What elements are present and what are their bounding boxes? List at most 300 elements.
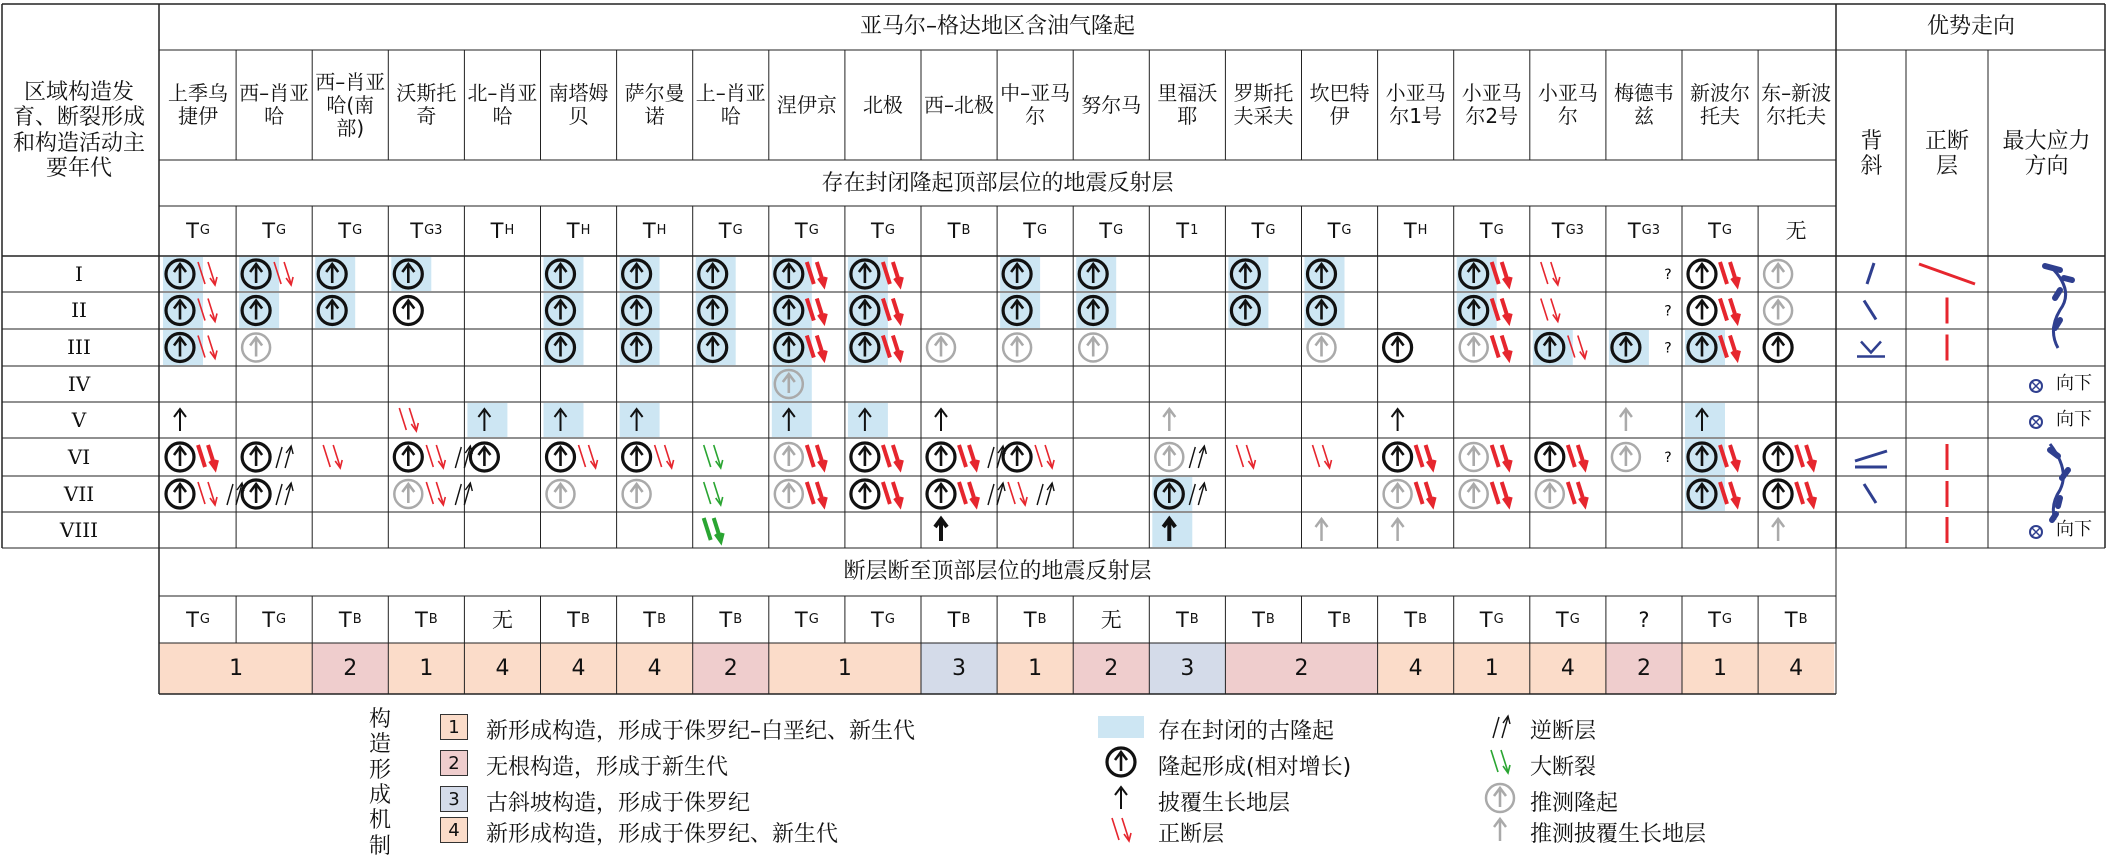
inferred-drape-symbol [1316, 519, 1328, 541]
normal-fault-symbol [807, 482, 826, 505]
seal-reflector [617, 208, 693, 254]
normal-fault-symbol [1236, 445, 1255, 468]
reflector-subscript: G [276, 611, 287, 627]
inferred-drape-symbol [1620, 409, 1632, 431]
reflector-subscript: H [504, 222, 515, 238]
fault-top-reflector [160, 598, 236, 642]
uplift-name: 罗斯托夫采夫 [1233, 81, 1294, 128]
fault-top-reflector [921, 598, 997, 642]
main-title: 亚马尔–格达地区含油气隆起 [859, 14, 1135, 40]
inferred-drape-symbol [1392, 519, 1404, 541]
big-fracture-symbol [704, 445, 723, 468]
seal-reflector [464, 208, 540, 254]
reflector-subscript: B [1037, 611, 1047, 627]
paleo-uplift-shade [391, 257, 431, 291]
mechanism-value: 2 [723, 655, 738, 681]
normal-fault-symbol [1313, 445, 1332, 468]
reflector-subscript: G [732, 222, 743, 238]
reflector-letter: T [410, 218, 424, 243]
reflector-letter: T [490, 218, 504, 243]
mechanism-value: 4 [571, 655, 586, 681]
inferred-uplift-symbol [1764, 297, 1792, 325]
reflector-letter: 无 [1785, 218, 1807, 243]
left-title: 区域构造发育、断裂形成和构造活动主要年代 [12, 79, 145, 181]
fault-top-reflector [617, 598, 693, 642]
period-label: VII [63, 481, 95, 506]
uplift-growth-symbol [1688, 260, 1716, 288]
mechanism-value: 1 [1484, 655, 1499, 681]
uplift-name: 小亚马尔2号 [1461, 81, 1522, 128]
stress-arrowhead [2058, 498, 2060, 506]
reflector-letter: T [1627, 218, 1641, 243]
fault-top-reflector [1454, 598, 1530, 642]
reflector-letter: T [719, 607, 733, 632]
seal-reflector [160, 208, 236, 254]
reflector-letter: T [1551, 218, 1565, 243]
reflector-subscript: B [1798, 611, 1808, 627]
reverse-fault-symbol [988, 483, 1005, 505]
normal-fault-strike [1919, 264, 1975, 284]
stress-down-label: 向下 [2056, 372, 2092, 394]
paleo-uplift-shade [239, 257, 279, 291]
legend-inferred-drape-text: 推测披覆生长地层 [1530, 822, 1707, 847]
reflector-letter: T [1708, 218, 1721, 243]
stress-down-label: 向下 [2056, 408, 2092, 430]
reflector-subscript: B [428, 611, 438, 627]
reflector-letter: T [718, 218, 732, 243]
period-label: V [71, 407, 87, 432]
paleo-uplift-shade [772, 403, 812, 437]
normal-fault-symbol [1541, 262, 1560, 285]
seal-reflector [1378, 208, 1454, 254]
uplift-name: 小亚马尔1号 [1385, 81, 1446, 128]
reflector-subscript: B [961, 611, 971, 627]
uplift-growth-symbol [927, 443, 955, 471]
seal-reflector [1682, 208, 1758, 254]
reflector-letter: T [1252, 607, 1265, 632]
normal-fault-symbol [883, 482, 902, 505]
period-label: IV [67, 371, 91, 396]
seal-reflector [845, 208, 921, 254]
uplift-name: 西–肖亚哈(南部) [315, 69, 386, 140]
legend-big-fracture-text: 大断裂 [1530, 755, 1597, 780]
normal-fault-symbol [883, 445, 902, 468]
seal-reflector [1225, 208, 1301, 254]
seal-reflector [541, 208, 617, 254]
uplift-name: 中–亚马尔 [1000, 81, 1071, 128]
reflector-subscript: G [1721, 222, 1732, 238]
paleo-uplift-shade [772, 367, 812, 401]
fault-top-reflector [1302, 598, 1378, 642]
reflector-letter: T [870, 607, 884, 632]
uplift-growth-symbol [394, 297, 422, 325]
normal-fault-symbol [426, 445, 445, 468]
fault-top-reflector [997, 598, 1073, 642]
normal-fault-symbol [1492, 445, 1511, 468]
uplift-name: 里福沃耶 [1157, 81, 1218, 128]
normal-fault-symbol [959, 482, 978, 505]
legend-normal-fault-text: 正断层 [1158, 822, 1225, 847]
uplift-name: 上季乌捷伊 [168, 81, 229, 128]
mechanism-value: 1 [229, 655, 244, 681]
legend-uplift-growth-text: 隆起形成(相对增长) [1158, 755, 1352, 780]
stress-arrowhead [2050, 450, 2058, 456]
reflector-letter: T [567, 607, 580, 632]
paleo-uplift-shade [1152, 513, 1192, 547]
inferred-uplift-symbol [1155, 443, 1183, 471]
reflector-letter: T [566, 218, 580, 243]
reflector-subscript: G [884, 611, 895, 627]
uplift-growth-symbol [851, 443, 879, 471]
dominant-strike-column-header: 正断层 [1924, 128, 1969, 179]
normal-fault-symbol [198, 445, 217, 468]
inferred-uplift-symbol [1079, 334, 1107, 362]
reflector-letter: T [338, 607, 352, 632]
normal-fault-symbol [1492, 336, 1511, 359]
uplift-name: 东–新波尔托夫 [1761, 81, 1832, 128]
stress-down-label: 向下 [2056, 518, 2092, 540]
legend-paleo-uplift-text: 存在封闭的古隆起 [1158, 719, 1335, 744]
drape-strata-symbol [935, 519, 947, 541]
reflector-subscript: B [1418, 611, 1428, 627]
legend-uplift-growth-symbol [1107, 748, 1135, 776]
paleo-uplift-shade [1685, 477, 1725, 511]
normal-fault-symbol [323, 445, 342, 468]
normal-fault-symbol [1541, 299, 1560, 322]
uplift-growth-symbol [927, 480, 955, 508]
normal-fault-symbol [399, 408, 418, 431]
uplift-name: 萨尔曼诺 [624, 81, 685, 128]
dominant-strike-title: 优势走向 [1926, 14, 2015, 40]
reverse-fault-symbol [276, 446, 293, 468]
drape-strata-symbol [935, 409, 947, 431]
paleo-uplift-shade [696, 257, 736, 291]
paleo-uplift-shade [1000, 257, 1040, 291]
mechanism-value: 1 [837, 655, 852, 681]
inferred-uplift-symbol [1460, 443, 1488, 471]
dominant-strike-column-header: 最大应力方向 [2002, 128, 2091, 179]
seal-reflector [236, 208, 312, 254]
reflector-letter: T [1479, 607, 1493, 632]
legend-inferred-uplift-text: 推测隆起 [1530, 791, 1619, 816]
paleo-uplift-shade [1152, 477, 1192, 511]
paleo-uplift-shade [544, 257, 584, 291]
reflector-letter: T [1251, 218, 1265, 243]
paleo-uplift-shade [620, 257, 660, 291]
reflector-subscript: G [1037, 222, 1048, 238]
reflector-letter: T [186, 218, 199, 243]
reflector-letter: T [1784, 607, 1798, 632]
uplift-name: 坎巴特伊 [1309, 81, 1370, 128]
reflector-letter: T [642, 218, 656, 243]
reflector-letter: T [414, 607, 428, 632]
reflector-subscript: G [1341, 222, 1352, 238]
reflector-letter: T [947, 218, 961, 243]
inferred-uplift-symbol [1536, 480, 1564, 508]
uplift-growth-symbol [1688, 297, 1716, 325]
uplift-growth-symbol [1536, 443, 1564, 471]
reflector-subscript: B [657, 611, 667, 627]
legend-big-fracture-symbol [1491, 750, 1510, 773]
fault-top-reflector [693, 598, 769, 642]
stress-down-icon [2032, 382, 2040, 390]
reflector-subscript: G [808, 611, 819, 627]
legend-mech-1-text: 新形成构造，形成于侏罗纪–白垩纪、新生代 [486, 719, 916, 744]
reflector-subscript: B [1265, 611, 1275, 627]
uplift-growth-symbol [166, 480, 194, 508]
paleo-uplift-shade [1457, 257, 1497, 291]
reflector-letter: ? [1638, 607, 1650, 632]
stress-arrowhead [2055, 320, 2060, 328]
normal-fault-symbol [1796, 482, 1815, 505]
mechanism-value: 2 [1294, 655, 1309, 681]
legend-drape-strata-symbol [1115, 787, 1127, 809]
unknown-mark: ? [1664, 450, 1672, 466]
reflector-letter: T [1175, 607, 1189, 632]
reflector-subscript: G [199, 611, 210, 627]
fault-top-reflector [1758, 598, 1834, 642]
mechanism-value: 3 [952, 655, 967, 681]
normal-fault-symbol [579, 445, 598, 468]
paleo-uplift-shade [1305, 257, 1345, 291]
fault-top-reflector [1530, 598, 1606, 642]
legend-mech-2-text: 无根构造，形成于新生代 [486, 755, 729, 780]
fault-top-reflector [1073, 598, 1149, 642]
mechanism-value: 4 [1408, 655, 1423, 681]
reflector-subscript: 1 [1190, 222, 1199, 238]
anticline-strike [1867, 263, 1874, 284]
uplift-growth-symbol [547, 443, 575, 471]
legend-mech-3-text: 古斜坡构造，形成于侏罗纪 [486, 791, 751, 816]
seal-reflector [693, 208, 769, 254]
reverse-fault-symbol [276, 483, 293, 505]
normal-fault-symbol [426, 482, 445, 505]
reflector-letter: T [947, 607, 961, 632]
reverse-fault-symbol [1037, 483, 1054, 505]
anticline-strike [1857, 342, 1885, 357]
inferred-uplift-symbol [927, 334, 955, 362]
unknown-mark: ? [1664, 267, 1672, 283]
reverse-fault-symbol [1189, 446, 1206, 468]
normal-fault-symbol [655, 445, 674, 468]
legend-mech-1-box: 1 [440, 714, 468, 740]
paleo-uplift-shade [315, 257, 355, 291]
seal-reflector [997, 208, 1073, 254]
reflector-letter: T [870, 218, 884, 243]
uplift-name: 西–肖亚哈 [239, 81, 310, 128]
inferred-uplift-symbol [1764, 260, 1792, 288]
uplift-growth-symbol [166, 443, 194, 471]
mechanism-value: 4 [495, 655, 510, 681]
paleo-uplift-shade [544, 403, 584, 437]
paleo-uplift-shade [163, 257, 203, 291]
uplift-growth-symbol [1764, 334, 1792, 362]
fault-top-reflector [1149, 598, 1225, 642]
reflector-letter: T [1479, 218, 1493, 243]
uplift-growth-symbol [623, 443, 651, 471]
inferred-uplift-symbol [547, 480, 575, 508]
normal-fault-symbol [1796, 445, 1815, 468]
big-fracture-symbol [704, 482, 723, 505]
seal-reflector [1530, 208, 1606, 254]
reflector-subscript: H [656, 222, 667, 238]
period-label: III [67, 335, 91, 359]
unknown-mark: ? [1664, 303, 1672, 320]
legend-drape-strata-text: 披覆生长地层 [1158, 791, 1291, 816]
seal-reflector [1606, 208, 1682, 254]
uplift-name: 北极 [862, 92, 903, 117]
reflector-subscript: G [884, 222, 895, 238]
fault-top-reflector [541, 598, 617, 642]
reflector-subscript: G [1569, 611, 1580, 627]
big-fracture-symbol [704, 518, 723, 541]
inferred-uplift-symbol [1460, 334, 1488, 362]
anticline-strike [1855, 451, 1887, 467]
reflector-letter: T [1327, 218, 1341, 243]
uplift-growth-symbol [242, 480, 270, 508]
uplift-name: 涅伊京 [776, 92, 837, 117]
legend-paleo-uplift-swatch [1098, 716, 1144, 738]
fault-top-reflector [769, 598, 845, 642]
period-label: II [71, 298, 87, 322]
inferred-drape-symbol [1772, 519, 1784, 541]
uplift-growth-symbol [1764, 443, 1792, 471]
reflector-subscript: G [1265, 222, 1276, 238]
inferred-uplift-symbol [1460, 480, 1488, 508]
fault-top-reflector [1682, 598, 1758, 642]
reflector-letter: T [1023, 607, 1037, 632]
mechanism-value: 2 [1104, 655, 1119, 681]
seal-reflector [1302, 208, 1378, 254]
paleo-uplift-shade [467, 403, 507, 437]
paleo-uplift-shade [1228, 257, 1268, 291]
uplift-name: 小亚马尔 [1537, 81, 1598, 128]
reflector-letter: T [1555, 607, 1569, 632]
reflector-subscript: B [1189, 611, 1199, 627]
normal-fault-symbol [1008, 482, 1027, 505]
inferred-uplift-symbol [775, 443, 803, 471]
normal-fault-symbol [959, 445, 978, 468]
reflector-subscript: B [581, 611, 590, 627]
legend-reverse-fault-text: 逆断层 [1530, 719, 1597, 744]
reflector-letter: T [186, 607, 199, 632]
reflector-subscript: G [1721, 611, 1732, 627]
reflector-subscript: G [808, 222, 819, 238]
stress-arrowhead [2055, 290, 2060, 298]
reflector-letter: T [1099, 218, 1113, 243]
fault-top-title: 断层断至顶部层位的地震反射层 [843, 559, 1152, 585]
reflector-subtitle: 存在封闭隆起顶部层位的地震反射层 [821, 171, 1174, 197]
mechanism-value: 3 [1180, 655, 1195, 681]
normal-fault-symbol [1720, 299, 1739, 322]
reflector-letter: T [794, 218, 808, 243]
mechanism-value: 1 [1713, 655, 1728, 681]
seal-reflector [921, 208, 997, 254]
stress-down-icon [2032, 418, 2040, 426]
legend-reverse-fault-symbol [1493, 716, 1510, 738]
uplift-growth-symbol [470, 443, 498, 471]
reflector-letter: T [1328, 607, 1341, 632]
dominant-strike-column-header: 背斜 [1860, 128, 1883, 179]
legend-mech-4-box: 4 [440, 817, 468, 843]
legend-mech-2-box: 2 [440, 750, 468, 776]
normal-fault-symbol [807, 445, 826, 468]
reflector-letter: T [262, 218, 276, 243]
inferred-uplift-symbol [242, 334, 270, 362]
inferred-uplift-symbol [1612, 443, 1640, 471]
uplift-growth-symbol [851, 480, 879, 508]
legend-mech-3-box: 3 [440, 786, 468, 812]
paleo-uplift-shade [848, 257, 888, 291]
seal-reflector [1149, 208, 1225, 254]
fault-top-reflector [464, 598, 540, 642]
period-label: VIII [59, 517, 99, 542]
uplift-name: 南塔姆贝 [548, 81, 609, 128]
legend-inferred-uplift-symbol [1486, 784, 1514, 812]
fault-top-reflector [845, 598, 921, 642]
legend-inferred-drape-symbol [1494, 819, 1506, 841]
paleo-uplift-shade [772, 257, 812, 291]
reflector-letter: T [643, 607, 657, 632]
reflector-letter: T [1404, 607, 1418, 632]
uplift-name: 新波尔托夫 [1690, 81, 1751, 128]
fault-top-reflector [1225, 598, 1301, 642]
inferred-uplift-symbol [1308, 334, 1336, 362]
reflector-subscript: B [961, 222, 971, 238]
inferred-uplift-symbol [1003, 334, 1031, 362]
uplift-name: 梅德韦兹 [1613, 81, 1674, 128]
reflector-letter: T [1023, 218, 1037, 243]
reflector-letter: T [794, 607, 808, 632]
stress-arrowhead [2064, 278, 2072, 280]
drape-strata-symbol [174, 409, 186, 431]
seal-reflector [769, 208, 845, 254]
reflector-letter: T [1403, 218, 1417, 243]
uplift-name: 努尔马 [1081, 92, 1142, 117]
inferred-uplift-symbol [394, 480, 422, 508]
uplift-growth-symbol [1764, 480, 1792, 508]
legend-normal-fault-symbol [1112, 818, 1131, 841]
reflector-letter: 无 [491, 607, 513, 632]
normal-fault-symbol [1568, 482, 1587, 505]
mechanism-value: 2 [343, 655, 358, 681]
mechanism-value: 4 [1789, 655, 1804, 681]
paleo-uplift-shade [620, 403, 660, 437]
reflector-subscript: B [1342, 611, 1351, 627]
uplift-growth-symbol [1384, 443, 1412, 471]
seal-reflector [1758, 208, 1834, 254]
anticline-strike [1864, 301, 1876, 320]
fault-top-reflector [236, 598, 312, 642]
reflector-subscript: G [1113, 222, 1124, 238]
normal-fault-symbol [1416, 482, 1435, 505]
uplift-growth-symbol [394, 443, 422, 471]
uplift-name: 北–肖亚哈 [467, 81, 538, 128]
reflector-letter: T [338, 218, 352, 243]
reflector-subscript: G [199, 222, 210, 238]
reflector-subscript: G3 [1565, 222, 1584, 238]
fault-top-reflector [1378, 598, 1454, 642]
reflector-subscript: G3 [1641, 222, 1661, 238]
reflector-letter: T [1176, 218, 1190, 243]
stress-arrowhead [2045, 266, 2060, 270]
paleo-uplift-shade [848, 403, 888, 437]
reflector-subscript: G [276, 222, 287, 238]
unknown-mark: ? [1664, 340, 1672, 357]
drape-strata-symbol [1392, 409, 1404, 431]
mechanism-value: 1 [1028, 655, 1043, 681]
uplift-growth-symbol [242, 443, 270, 471]
